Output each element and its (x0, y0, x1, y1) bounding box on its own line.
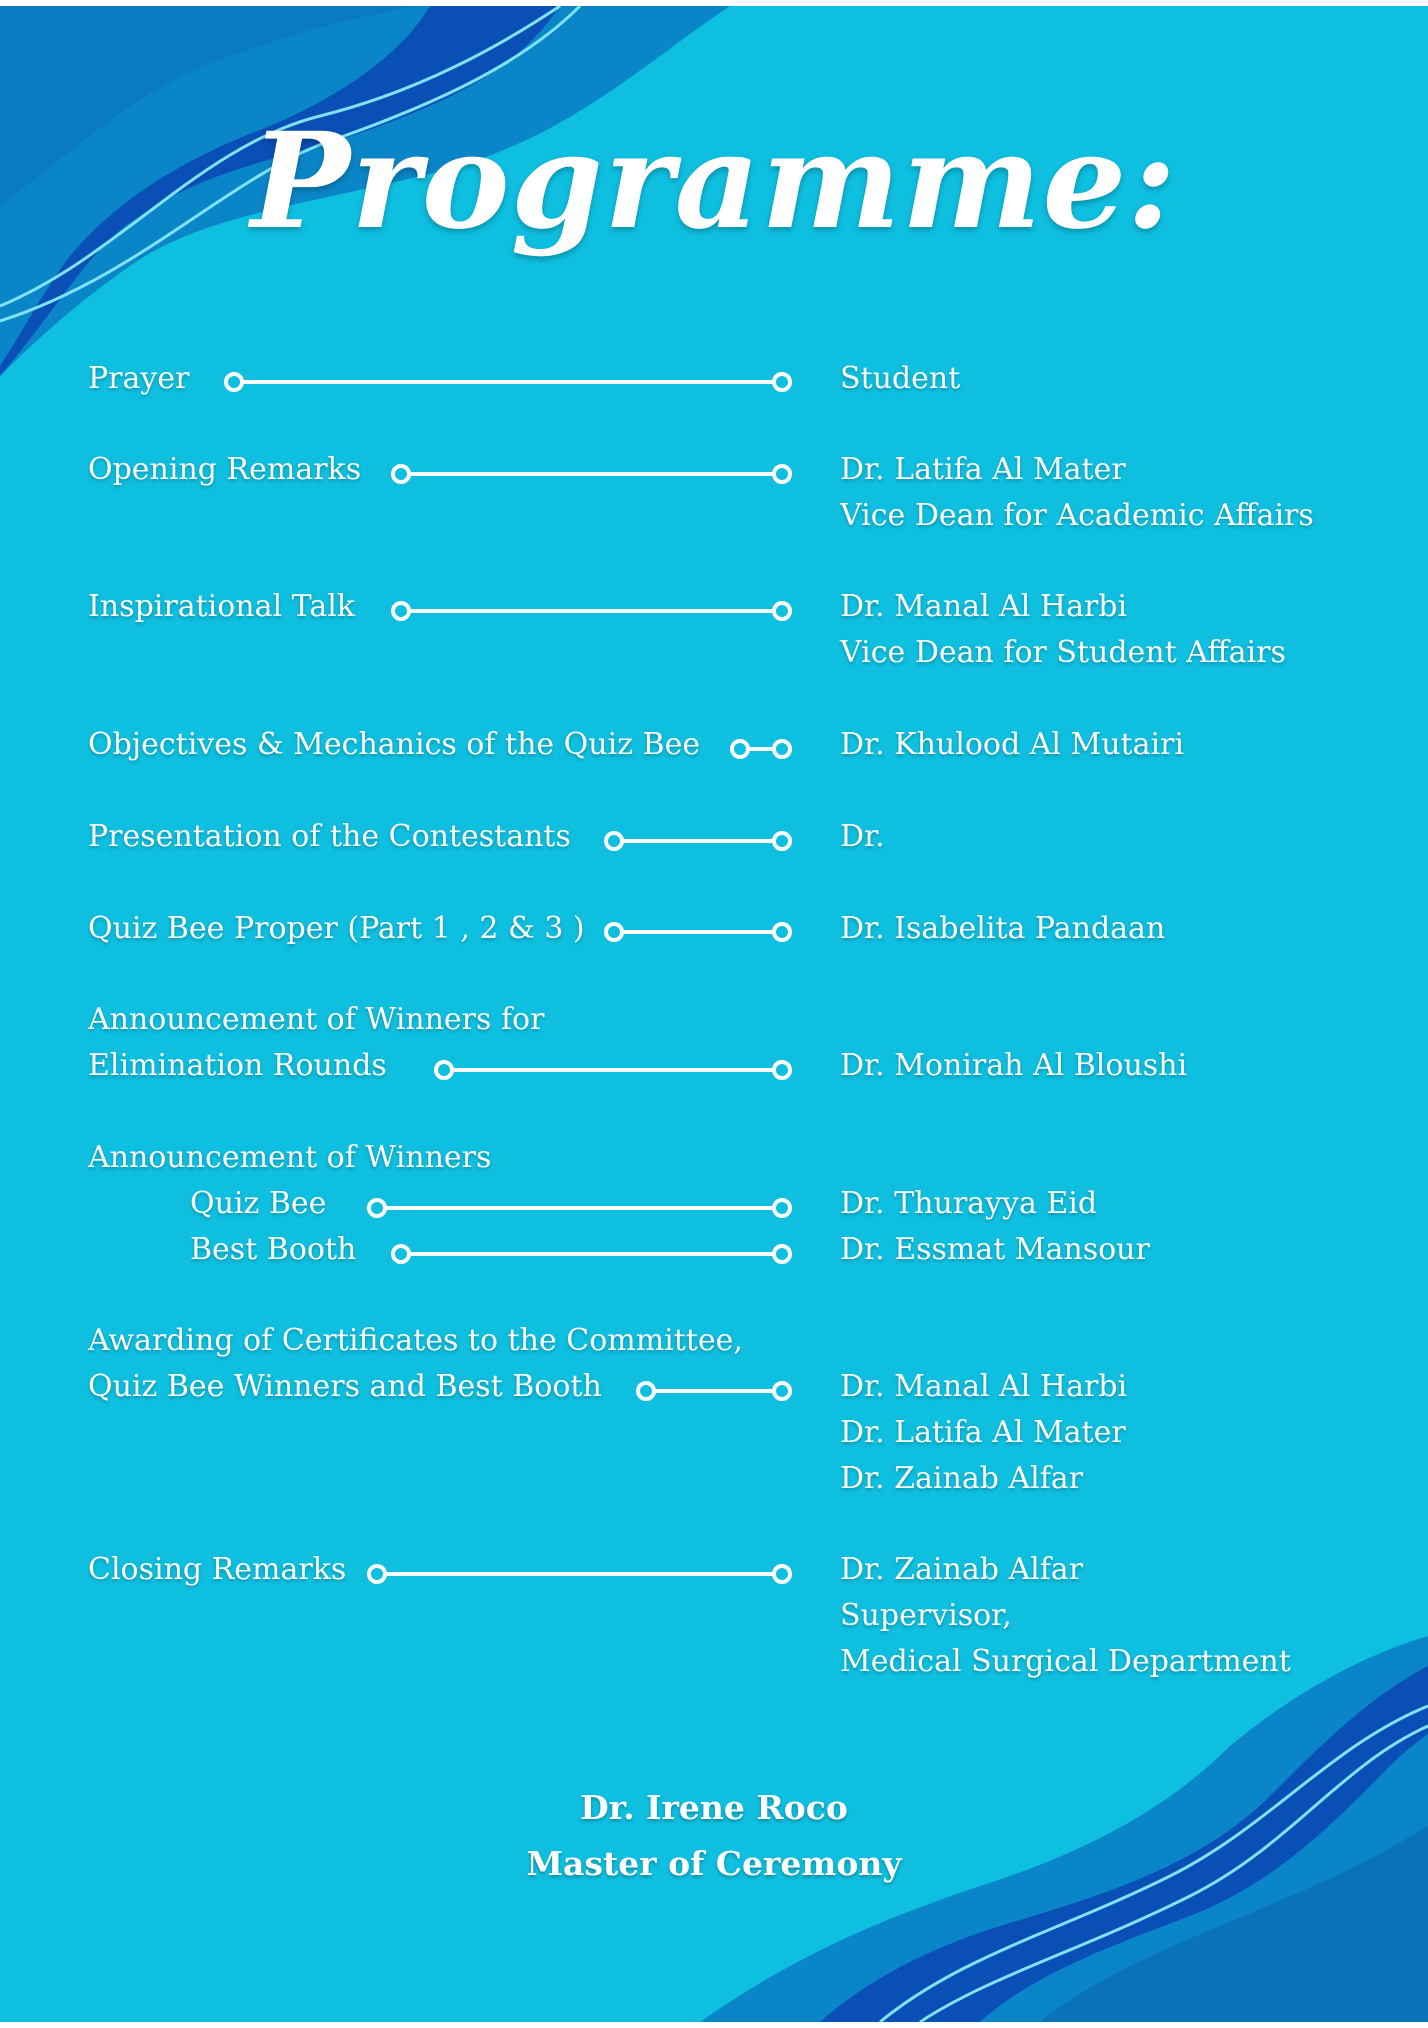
speaker-best-booth: Dr. Essmat Mansour (840, 1232, 1150, 1267)
speaker-quiz-bee: Dr. Thurayya Eid (840, 1186, 1098, 1221)
speaker-awarding: Dr. Manal Al Harbi Dr. Latifa Al Mater Dr. Zainab Alfar (840, 1369, 1128, 1496)
connector-opening-remarks (391, 464, 792, 484)
mc-role: Master of Ceremony (526, 1844, 902, 1883)
speaker-presentation: Dr. (840, 819, 885, 854)
connector-quiz-bee-proper (604, 922, 792, 942)
activity-objectives: Objectives & Mechanics of the Quiz Bee (88, 727, 701, 762)
activity-awarding: Awarding of Certificates to the Committee, Quiz Bee Winners and Best Booth (88, 1323, 743, 1404)
connector-quiz-bee (367, 1198, 792, 1218)
speaker-opening-remarks: Dr. Latifa Al Mater Vice Dean for Academic Affairs (840, 452, 1314, 533)
speaker-objectives: Dr. Khulood Al Mutairi (840, 727, 1184, 762)
speaker-announcement-elimination: Dr. Monirah Al Bloushi (840, 1048, 1188, 1083)
activity-quiz-bee-proper: Quiz Bee Proper (Part 1 , 2 & 3 ) (88, 911, 585, 946)
page-title: Programme: (250, 104, 1178, 259)
speaker-quiz-bee-proper: Dr. Isabelita Pandaan (840, 911, 1166, 946)
activity-inspirational-talk: Inspirational Talk (88, 589, 355, 624)
connector-presentation (604, 831, 792, 851)
activity-prayer: Prayer (88, 361, 190, 396)
activity-presentation: Presentation of the Contestants (88, 819, 571, 854)
connector-closing-remarks (367, 1564, 792, 1584)
connector-announcement-elimination (434, 1060, 792, 1080)
connector-objectives (730, 739, 792, 759)
connector-inspirational-talk (391, 601, 792, 621)
activity-opening-remarks: Opening Remarks (88, 452, 362, 487)
activity-best-booth: Best Booth (190, 1232, 357, 1267)
activity-announcement-winners: Announcement of Winners (88, 1140, 492, 1175)
mc-name: Dr. Irene Roco (580, 1788, 848, 1827)
connector-best-booth (391, 1244, 792, 1264)
speaker-prayer: Student (840, 361, 961, 396)
activity-quiz-bee: Quiz Bee (190, 1186, 327, 1221)
activity-closing-remarks: Closing Remarks (88, 1552, 347, 1587)
programme-page (0, 6, 1428, 2022)
connector-awarding (636, 1381, 792, 1401)
speaker-inspirational-talk: Dr. Manal Al Harbi Vice Dean for Student Affairs (840, 589, 1286, 670)
connector-prayer (224, 372, 792, 392)
activity-announcement-elimination: Announcement of Winners for Elimination Rounds (88, 1002, 545, 1083)
speaker-closing-remarks: Dr. Zainab Alfar Supervisor, Medical Surgical Department (840, 1552, 1291, 1679)
